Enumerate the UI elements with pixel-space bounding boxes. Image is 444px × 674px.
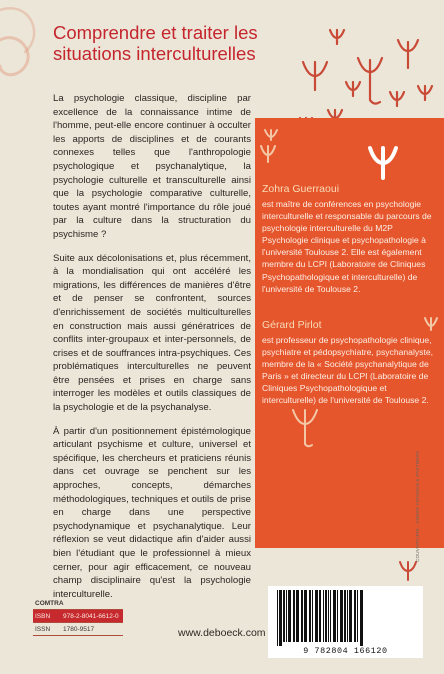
author-gerard-pirlot [262, 319, 434, 407]
psi-glyph-icon [346, 82, 360, 96]
psi-glyph-icon [261, 146, 275, 162]
blurb-paragraph-3: À partir d'un positionnement épistémologique articulant psychisme et culture, universel et spécifique, les chercheurs et praticiens réunis dans cet ouvrage se penchent sur les approches, concepts, démarches méthodologiques, techniques et outils de prise en charge dans une perspective psychodynamique et psychanalytique. Leur réflexion se veut didactique afin d'aider aussi bien l'étudiant que le professionnel à mieux cerner, pour agir efficacement, ce nouveau champ disciplinaire qu'est la psychologie interculturelle. [53, 425, 251, 600]
barcode-bars [273, 590, 418, 646]
barcode-digits: 9 782804 166120 [303, 646, 388, 656]
barcode-bar [279, 590, 282, 646]
barcode-bar [293, 590, 295, 642]
issn-label: ISSN [35, 625, 51, 633]
psi-glyph-icon [358, 58, 382, 104]
psi-glyph-icon [330, 30, 344, 44]
barcode-bar [286, 590, 287, 642]
author-zohra-guerraoui [262, 183, 434, 295]
barcode-bar [301, 590, 303, 642]
isbn-label: ISBN [35, 612, 51, 620]
blurb-paragraph-2: Suite aux décolonisations et, plus récemment, à la mondialisation qui ont accéléré les migrations, les différences de manières d'être et de penser se confrontent, sources d'enrichissement de sociétés multiculturelles en construction mais aussi génératrices de conflits inter-groupaux et inter-personnels, de crises et de souffrances intra-psychiques. Ces problématiques interculturelles ne peuvent être pensées et prises en charge sans interroger les modèles et outils classiques de la psychologie et de la psychanalyse. [53, 252, 251, 414]
barcode-bar [340, 590, 343, 642]
barcode-bar [337, 590, 338, 642]
psi-glyph-icon [390, 92, 404, 106]
barcode-bar [328, 590, 329, 642]
barcode-bar [288, 590, 291, 642]
psi-logo-icon [370, 148, 396, 178]
psi-glyph-icon [400, 562, 416, 580]
barcode-bar [312, 590, 313, 642]
author-name: Zohra Guerraoui [262, 183, 340, 195]
psi-glyph-icon [293, 410, 317, 446]
barcode-bar [315, 590, 318, 642]
barcode-bar [357, 590, 358, 642]
barcode-bar [277, 590, 278, 646]
barcode-bar [296, 590, 299, 642]
barcode-bar [330, 590, 331, 642]
isbn-row [33, 610, 123, 623]
title-line-1: Comprendre et traiter les [53, 22, 258, 43]
barcode-bar [319, 590, 321, 642]
title-line-2: situations interculturelles [53, 43, 256, 64]
psi-glyph-icon [398, 40, 418, 68]
barcode-bar [354, 590, 356, 642]
barcode-bar [323, 590, 324, 642]
spiral-ornament-icon [0, 38, 28, 75]
spiral-ornament-icon-2 [0, 8, 34, 52]
publisher-website-link[interactable]: www.deboeck.com [178, 627, 266, 639]
author-bio: est maître de conférences en psychologie interculturelle et responsable du parcours de psychologie interculturelle du M2P Psychologie clinique et psychopathologie à l'université Toulouse 2. Elle est également membre du LCPI (Laboratoire de Cliniques Psychopathologique et interculturelle) de l'université de Toulouse 2. [262, 199, 432, 294]
barcode-bar [283, 590, 285, 642]
isbn-barcode [268, 586, 423, 658]
barcode-bar [333, 590, 336, 642]
psi-glyph-icon [303, 62, 327, 90]
barcode-bar [349, 590, 352, 642]
series-code: COMTRA [35, 599, 64, 607]
barcode-bar [360, 590, 363, 646]
psi-glyph-icon [418, 86, 432, 100]
barcode-bar [347, 590, 348, 642]
issn-value: 1780-9517 [63, 625, 95, 633]
barcode-bar [325, 590, 327, 642]
publication-codes [33, 597, 123, 636]
cover-design-credit: COUVERTURE : ANDRÉ FIEDMAN & PARTNERS [415, 450, 420, 562]
isbn-value: 978-2-8041-6612-0 [63, 612, 119, 620]
barcode-bar [344, 590, 346, 642]
blurb-paragraph-1: La psychologie classique, discipline par excellence de la connaissance intime de l'homme, peut-elle encore continuer à occulter les apports de disciplines et de courants connexes telles que l'anthropologie psychologique et psychanalytique, la psychologie culturelle et transculturelle ainsi que la psychologie comparative culturelle, toutes ayant montré l'importance du rôle joué par la culture dans la structuration du psychisme ? [53, 93, 251, 240]
series-row [33, 597, 123, 610]
author-bio: est professeur de psychopathologie clinique, psychiatre et pédopsychiatre, psychanalyste, membre de la « Société psychanalytique de Paris » et directeur du LCPI (Laboratoire de Cliniques Psychopathologique et interculturelle) de l'université de Toulouse 2. [262, 335, 434, 406]
author-name: Gérard Pirlot [262, 319, 322, 331]
psi-glyph-icon [265, 130, 277, 140]
barcode-bar [309, 590, 311, 642]
barcode-bar [304, 590, 307, 642]
blurb-text [53, 92, 251, 611]
issn-row [33, 623, 123, 636]
page-title [53, 22, 313, 64]
